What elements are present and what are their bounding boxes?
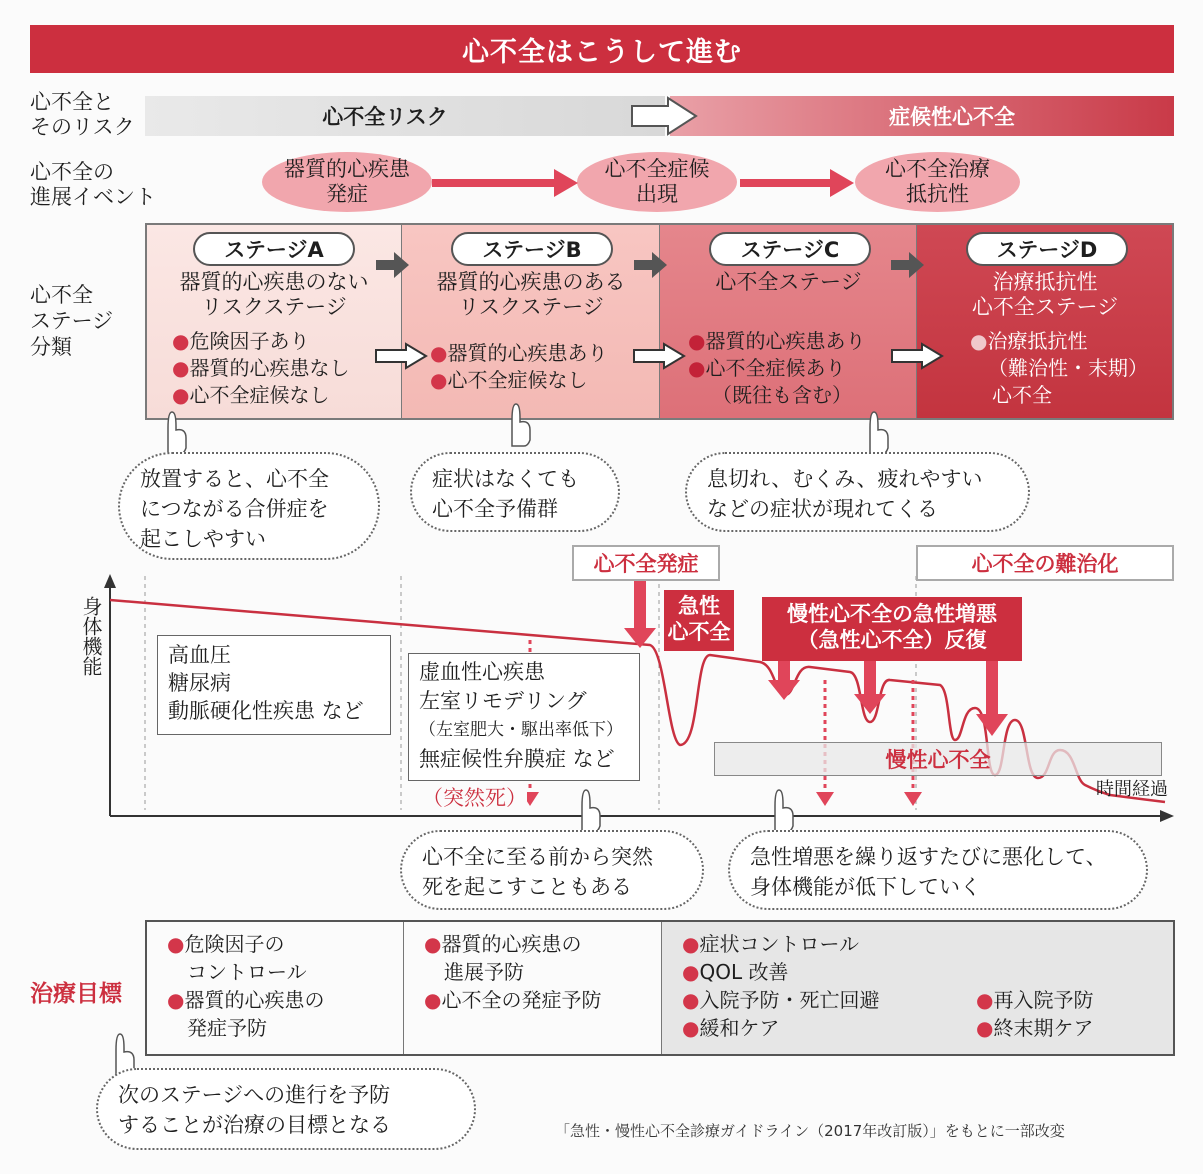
x-axis-label: 時間経過 (1096, 779, 1168, 800)
row-label-risk: 心不全と そのリスク (30, 90, 135, 139)
goals-label: 治療目標 (30, 981, 122, 1007)
callout-sudden-death: 心不全に至る前から突然 死を起こすこともある (400, 830, 704, 910)
goals-col-cd (661, 922, 1173, 1054)
acute-hf-label: 急性 心不全 (664, 590, 734, 651)
stage-d-subtitle: 治療抵抗性 心不全ステージ (971, 270, 1119, 319)
source-note: 「急性・慢性心不全診療ガイドライン（2017年改訂版）」をもとに一部改変 (555, 1122, 1065, 1140)
pointing-hand-icon-c (860, 408, 892, 456)
stage-c-pill: ステージC (709, 232, 871, 266)
risk-factor-box: 高血圧 糖尿病 動脈硬化性疾患 など (157, 635, 391, 735)
row-label-stage: 心不全 ステージ 分類 (30, 283, 114, 359)
stage-a-subtitle: 器質的心疾患のない リスクステージ (179, 270, 369, 319)
pointing-hand-icon-b (502, 400, 534, 448)
risk-right-label: 症候性心不全 (889, 105, 1015, 129)
goals-col-d: ●再入院予防 ●終末期ケア (976, 988, 1094, 1040)
stage-a-bullets: ●危険因子あり ●器質的心疾患なし ●心不全症候なし (172, 329, 350, 407)
y-axis-arrow-icon (104, 574, 116, 588)
onset-label: 心不全発症 (572, 545, 720, 581)
chronic-hf-label: 慢性心不全 (714, 742, 1162, 776)
stage-b-bullets: ●器質的心疾患あり ●心不全症候なし (430, 341, 608, 392)
x-axis-arrow-icon (1160, 810, 1174, 822)
event-ellipse-3: 心不全治療 抵抗性 (855, 152, 1020, 212)
event-arrow-icon-2 (738, 165, 856, 201)
onset-arrow-icon (624, 580, 656, 648)
exacerbation-label: 慢性心不全の急性増悪 （急性心不全）反復 (762, 597, 1022, 661)
row-label-events: 心不全の 進展イベント (30, 160, 156, 209)
stage-d-bullets: ●治療抵抗性 （難治性・末期） 心不全 (970, 329, 1148, 407)
callout-stage-c: 息切れ、むくみ、疲れやすい などの症状が現れてくる (685, 452, 1030, 532)
stage-b-pill: ステージB (451, 232, 613, 266)
sudden-death-label: （突然死） (422, 782, 527, 812)
page-title: 心不全はこうして進む (30, 25, 1174, 73)
pointing-hand-icon-worsen (765, 786, 797, 834)
stage-d-pill: ステージD (966, 232, 1128, 266)
event-ellipse-1: 器質的心疾患 発症 (262, 152, 432, 212)
y-axis-label: 身体機能 (79, 596, 103, 676)
stage-c-bullets: ●器質的心疾患あり ●心不全症候あり （既往も含む） (688, 329, 866, 407)
risk-bar-left (145, 96, 665, 136)
exacerbation-arrow-icon-3 (976, 658, 1008, 736)
risk-bar-right (670, 96, 1174, 136)
callout-stage-a: 放置すると、心不全 につながる合併症を 起こしやすい (118, 452, 380, 560)
stage-outline-arrow-icon-1 (374, 342, 428, 370)
refractory-label: 心不全の難治化 (916, 545, 1174, 581)
goals-col-a: ●危険因子の コントロール ●器質的心疾患の 発症予防 (167, 932, 325, 1040)
goals-col-b: ●器質的心疾患の 進展予防 ●心不全の発症予防 (403, 922, 661, 1054)
risk-left-label: 心不全リスク (322, 105, 448, 129)
stage-c-subtitle: 心不全ステージ (715, 270, 862, 294)
stage-b-subtitle: 器質的心疾患のある リスクステージ (436, 270, 626, 319)
stage-outline-arrow-icon-3 (890, 342, 944, 370)
stage-outline-arrow-icon-2 (632, 342, 686, 370)
structural-disease-box: 虚血性心疾患 左室リモデリング （左室肥大・駆出率低下） 無症候性弁膜症 など (408, 653, 640, 781)
event-arrow-icon-1 (430, 165, 580, 201)
goals-table (145, 920, 1175, 1056)
stage-a-pill: ステージA (193, 232, 355, 266)
event-ellipse-2: 心不全症候 出現 (577, 152, 737, 212)
risk-arrow-icon (630, 96, 700, 136)
callout-worsening: 急性増悪を繰り返すたびに悪化して、 身体機能が低下していく (728, 830, 1148, 910)
callout-stage-b: 症状はなくても 心不全予備群 (410, 452, 620, 532)
callout-goal: 次のステージへの進行を予防 することが治療の目標となる (96, 1068, 476, 1150)
pointing-hand-icon-sudden (572, 786, 604, 834)
pointing-hand-icon-a (158, 408, 190, 456)
goals-col-c: ●症状コントロール ●QOL 改善 ●入院予防・死亡回避 ●緩和ケア (682, 932, 880, 1040)
